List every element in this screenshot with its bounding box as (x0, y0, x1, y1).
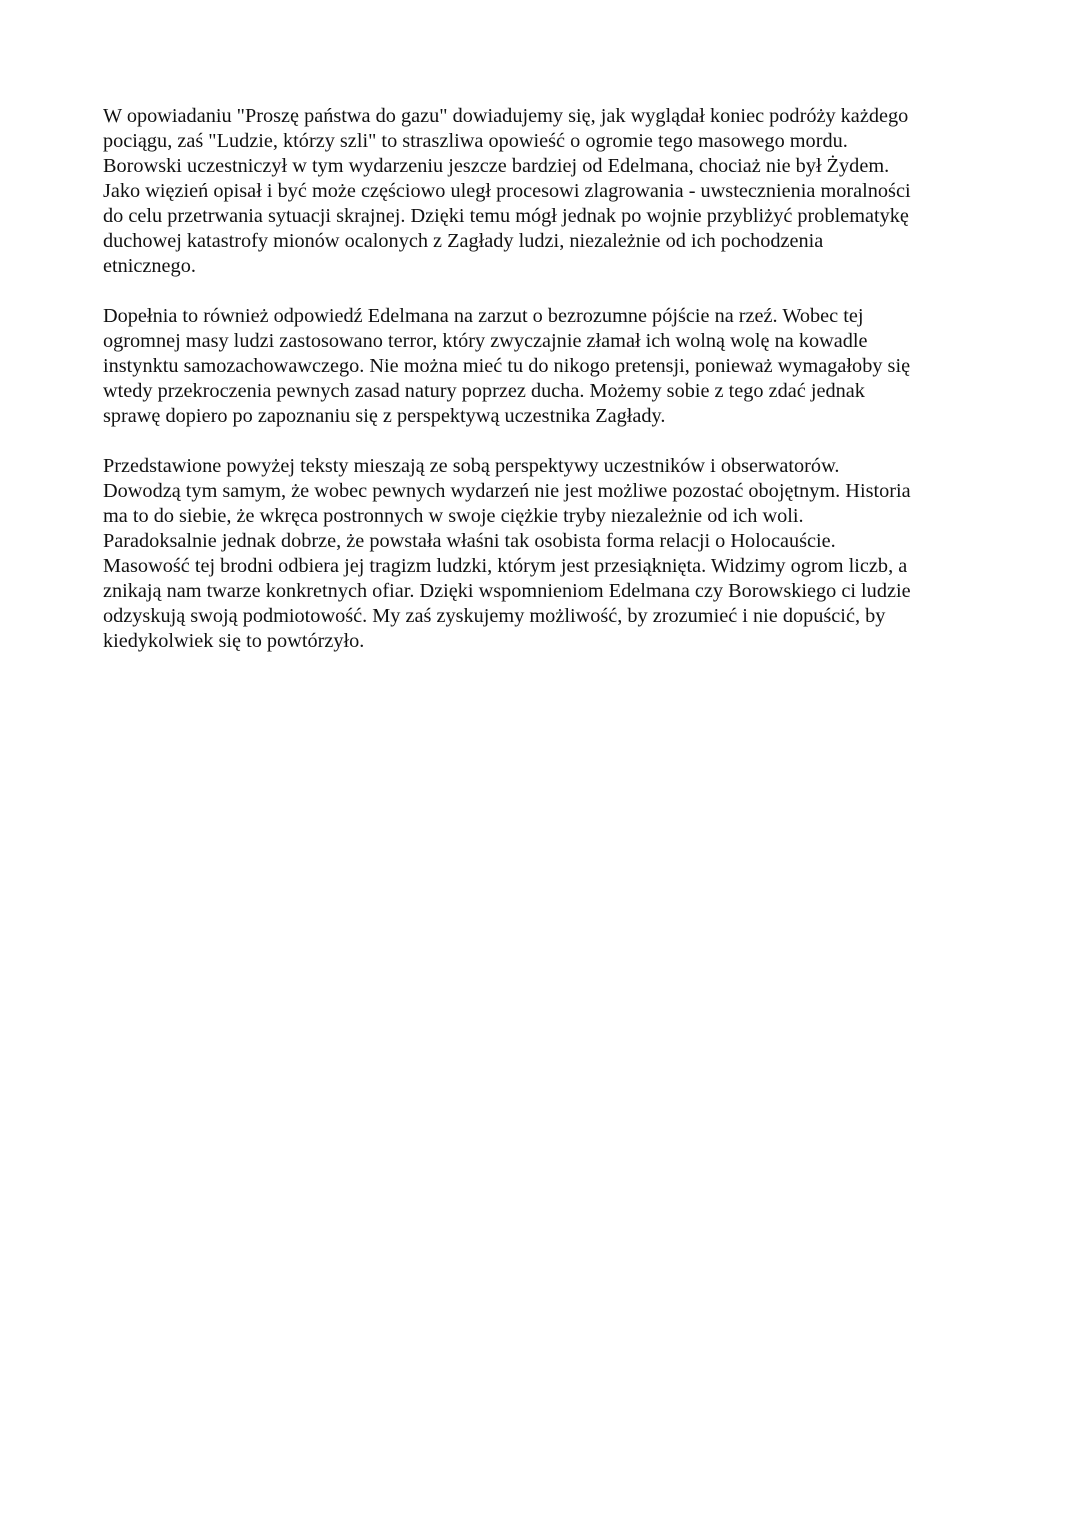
text-line: Dowodzą tym samym, że wobec pewnych wydarzeń nie jest możliwe pozostać obojętnym. Historia (103, 480, 911, 502)
text-line: W opowiadaniu "Proszę państwa do gazu" dowiadujemy się, jak wyglądał koniec podróży każdego (103, 105, 909, 127)
text-line: do celu przetrwania sytuacji skrajnej. Dzięki temu mógł jednak po wojnie przybliżyć problematykę (103, 205, 909, 227)
text-line: Paradoksalnie jednak dobrze, że powstała właśni tak osobista forma relacji o Holocauście. (103, 530, 836, 552)
text-line: znikają nam twarze konkretnych ofiar. Dzięki wspomnieniom Edelmana czy Borowskiego ci ludzie (103, 580, 911, 602)
text-line: duchowej katastrofy mionów ocalonych z Zagłady ludzi, niezależnie od ich pochodzenia (103, 230, 824, 252)
paragraph-3 (103, 454, 983, 654)
text-line: ma to do siebie, że wkręca postronnych w swoje ciężkie tryby niezależnie od ich woli. (103, 505, 804, 527)
text-line: Borowski uczestniczył w tym wydarzeniu jeszcze bardziej od Edelmana, chociaż nie był Żydem. (103, 155, 890, 177)
text-line: Masowość tej brodni odbiera jej tragizm ludzki, którym jest przesiąknięta. Widzimy ogrom liczb, a (103, 555, 908, 577)
text-line: instynktu samozachowawczego. Nie można mieć tu do nikogo pretensji, ponieważ wymagałoby się (103, 355, 911, 377)
text-line: pociągu, zaś "Ludzie, którzy szli" to straszliwa opowieść o ogromie tego masowego mordu. (103, 130, 848, 152)
document-page (103, 104, 983, 679)
text-line: Dopełnia to również odpowiedź Edelmana na zarzut o bezrozumne pójście na rzeź. Wobec tej (103, 305, 864, 327)
paragraph-2 (103, 304, 983, 429)
text-line: ogromnej masy ludzi zastosowano terror, który zwyczajnie złamał ich wolną wolę na kowadle (103, 330, 868, 352)
text-line: Przedstawione powyżej teksty mieszają ze sobą perspektywy uczestników i obserwatorów. (103, 455, 840, 477)
text-line: wtedy przekroczenia pewnych zasad natury poprzez ducha. Możemy sobie z tego zdać jednak (103, 380, 865, 402)
text-line: odzyskują swoją podmiotowość. My zaś zyskujemy możliwość, by zrozumieć i nie dopuścić, by (103, 605, 886, 627)
text-line: etnicznego. (103, 255, 196, 277)
text-line: Jako więzień opisał i być może częściowo uległ procesowi zlagrowania - uwstecznienia moralności (103, 180, 911, 202)
paragraph-1 (103, 104, 983, 279)
text-line: sprawę dopiero po zapoznaniu się z perspektywą uczestnika Zagłady. (103, 405, 666, 427)
text-line: kiedykolwiek się to powtórzyło. (103, 630, 365, 652)
